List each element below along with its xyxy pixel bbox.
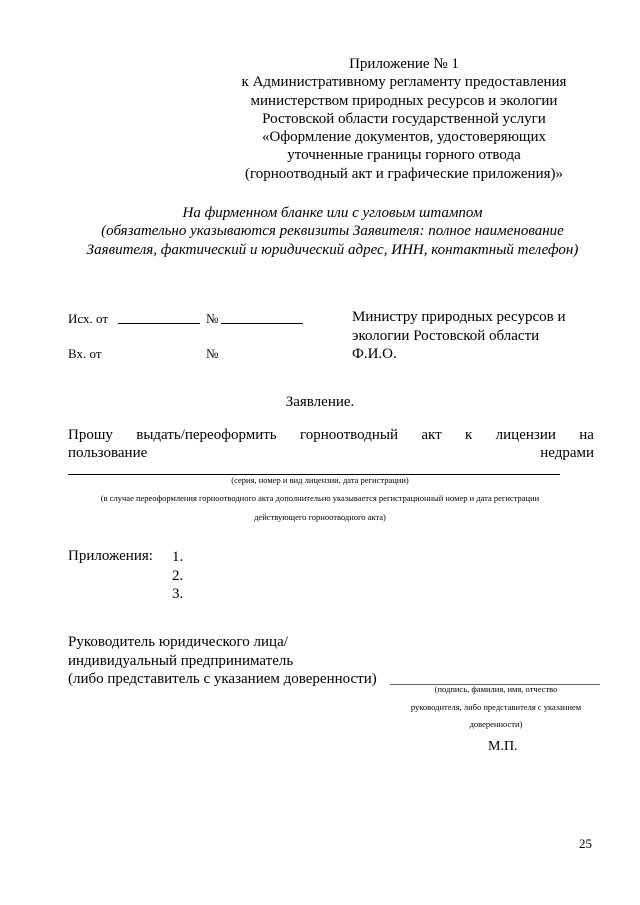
outgoing-date-field[interactable] — [118, 311, 200, 324]
appendix-line: к Административному регламенту предоставления — [241, 74, 567, 91]
request-line-2 — [68, 445, 594, 462]
license-note: (серия, номер и вид лицензии, дата регистрации) — [231, 475, 409, 485]
attachments-label: Приложения: — [68, 548, 153, 564]
request-word: на — [579, 427, 594, 443]
outgoing-number-field[interactable] — [221, 311, 303, 324]
request-usage-word: пользование — [68, 445, 148, 461]
request-word: Прошу — [68, 427, 113, 443]
letterhead-line: На фирменном бланке или с угловым штампом — [182, 205, 483, 221]
outgoing-number-label: № — [206, 311, 219, 326]
signer-block — [68, 633, 377, 689]
recipient-block — [352, 308, 566, 364]
attachment-item: 1. — [172, 549, 184, 565]
recipient-line: Министру природных ресурсов и — [352, 309, 566, 325]
reissue-note-line-2: действующего горноотводного акта) — [254, 512, 386, 522]
signer-line: индивидуальный предприниматель — [68, 652, 294, 669]
attachments-list — [172, 548, 183, 604]
recipient-line: экологии Ростовской области — [352, 327, 540, 344]
recipient-line: Ф.И.О. — [352, 346, 397, 362]
letterhead-instruction — [60, 204, 605, 259]
signer-line: Руководитель юридического лица/ — [68, 634, 288, 650]
outgoing-date-label: Исх. от — [68, 311, 108, 326]
appendix-line: министерством природных ресурсов и экологии — [250, 92, 558, 109]
reissue-note-line-1: (в случае переоформления горноотводного акта дополнительно указывается регистрационный номер и дата регистрации — [100, 493, 540, 503]
signature-note — [388, 681, 604, 734]
stamp-place: М.П. — [488, 739, 518, 754]
request-word: лицензии — [495, 427, 556, 443]
signature-note-line: (подпись, фамилия, имя, отчество — [434, 684, 558, 694]
attachment-item: 2. — [172, 567, 184, 584]
signature-note-line: доверенности) — [469, 719, 523, 729]
request-line — [68, 427, 594, 444]
request-word: к — [465, 427, 473, 443]
letterhead-line: Заявителя, фактический и юридический адрес, ИНН, контактный телефон) — [86, 241, 579, 258]
document-title: Заявление. — [285, 394, 355, 410]
appendix-line: Приложение № 1 — [349, 56, 459, 72]
signature-note-line: руководителя, либо представителя с указанием — [410, 701, 582, 712]
request-word: горноотводный — [300, 427, 398, 443]
appendix-header — [204, 55, 604, 183]
attachment-item: 3. — [172, 586, 184, 602]
request-word: акт — [421, 427, 442, 443]
appendix-line: «Оформление документов, удостоверяющих — [262, 129, 546, 146]
signer-line: (либо представитель с указанием доверенности) — [68, 671, 377, 687]
page-number: 25 — [579, 836, 592, 851]
letterhead-line: (обязательно указываются реквизиты Заявителя: полное наименование — [101, 223, 564, 240]
appendix-line: Ростовской области государственной услуги — [262, 110, 546, 127]
request-subsoil-word: недрами — [540, 445, 594, 461]
appendix-line: уточненные границы горного отвода — [287, 147, 521, 164]
incoming-date-label: Вх. от — [68, 346, 102, 361]
request-word: выдать/переоформить — [136, 427, 277, 443]
appendix-line: (горноотводный акт и графические приложения)» — [244, 165, 563, 182]
incoming-number-label: № — [206, 346, 219, 361]
